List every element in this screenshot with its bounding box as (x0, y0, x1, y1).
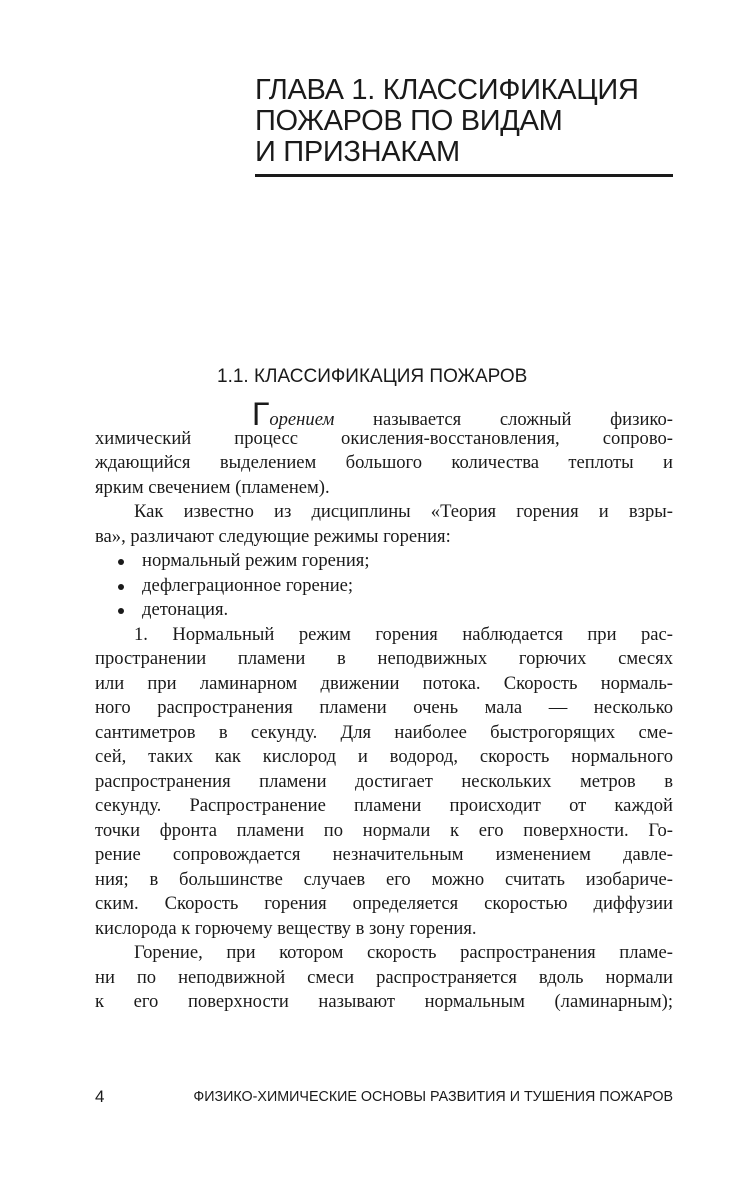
defined-term: орением (269, 409, 335, 430)
paragraph-line: ни по неподвижной смеси распространяется вдоль нормали (95, 966, 673, 988)
bullet-icon (118, 608, 124, 614)
paragraph-line: ским. Скорость горения определяется скоростью диффузии (95, 893, 673, 914)
bullet-icon (118, 559, 124, 565)
paragraph-line: распространения пламени достигает нескольких метров в (95, 770, 673, 792)
body-text (95, 396, 673, 1015)
list-item-text: детонация. (142, 599, 229, 620)
paragraph-line: рение сопровождается незначительным изменением давле- (95, 844, 673, 865)
chapter-title-line: И ПРИЗНАКАМ (255, 136, 460, 168)
paragraph-line: сей, таких как кислород и водород, скорость нормального (95, 746, 673, 767)
list-item (95, 574, 673, 599)
chapter-divider (255, 174, 673, 177)
list-item-text: дефлеграционное горение; (142, 574, 354, 596)
line-text: называется сложный физико- (334, 409, 673, 430)
list-item-text: нормальный режим горения; (142, 550, 370, 571)
running-title: ФИЗИКО-ХИМИЧЕСКИЕ ОСНОВЫ РАЗВИТИЯ И ТУШЕНИЯ ПОЖАРОВ (193, 1089, 673, 1105)
paragraph-line: ждающийся выделением большого количества теплоты и (95, 452, 673, 473)
paragraph-line: секунду. Распространение пламени происходит от каждой (95, 795, 673, 816)
paragraph-line: пространении пламени в неподвижных горючих смесях (95, 648, 673, 669)
paragraph-line: кислорода к горючему веществу в зону горения. (95, 917, 477, 939)
drop-cap: Г (252, 396, 270, 432)
paragraph-line: Горение, при котором скорость распространения пламе- (134, 942, 673, 963)
paragraph-line: ва», различают следующие режимы горения: (95, 525, 451, 547)
paragraph-line: ярким свечением (пламенем). (95, 476, 330, 498)
paragraph-line: ного распространения пламени очень мала — несколько (95, 697, 673, 718)
section-heading: 1.1. КЛАССИФИКАЦИЯ ПОЖАРОВ (217, 366, 528, 387)
page-number: 4 (95, 1087, 105, 1106)
paragraph-line: к его поверхности называют нормальным (ламинарным); (95, 991, 673, 1012)
paragraph-line: химический процесс окисления-восстановления, сопрово- (95, 427, 673, 449)
paragraph-line: ния; в большинстве случаев его можно считать изобариче- (95, 868, 673, 890)
paragraph-line: или при ламинарном движении потока. Скорость нормаль- (95, 672, 673, 694)
list-item (95, 549, 673, 574)
bullet-icon (118, 584, 124, 590)
paragraph-line: 1. Нормальный режим горения наблюдается при рас- (134, 623, 673, 645)
paragraph-line: Как известно из дисциплины «Теория горения и взры- (134, 501, 673, 522)
paragraph-line: точки фронта пламени по нормали к его поверхности. Го- (95, 819, 673, 841)
paragraph-line: сантиметров в секунду. Для наиболее быстрогорящих сме- (95, 721, 673, 743)
list-item (95, 598, 673, 623)
chapter-title-line: ГЛАВА 1. КЛАССИФИКАЦИЯ (255, 74, 639, 106)
chapter-title-line: ПОЖАРОВ ПО ВИДАМ (255, 105, 563, 137)
chapter-title (255, 75, 675, 168)
paragraph-line (95, 396, 673, 432)
